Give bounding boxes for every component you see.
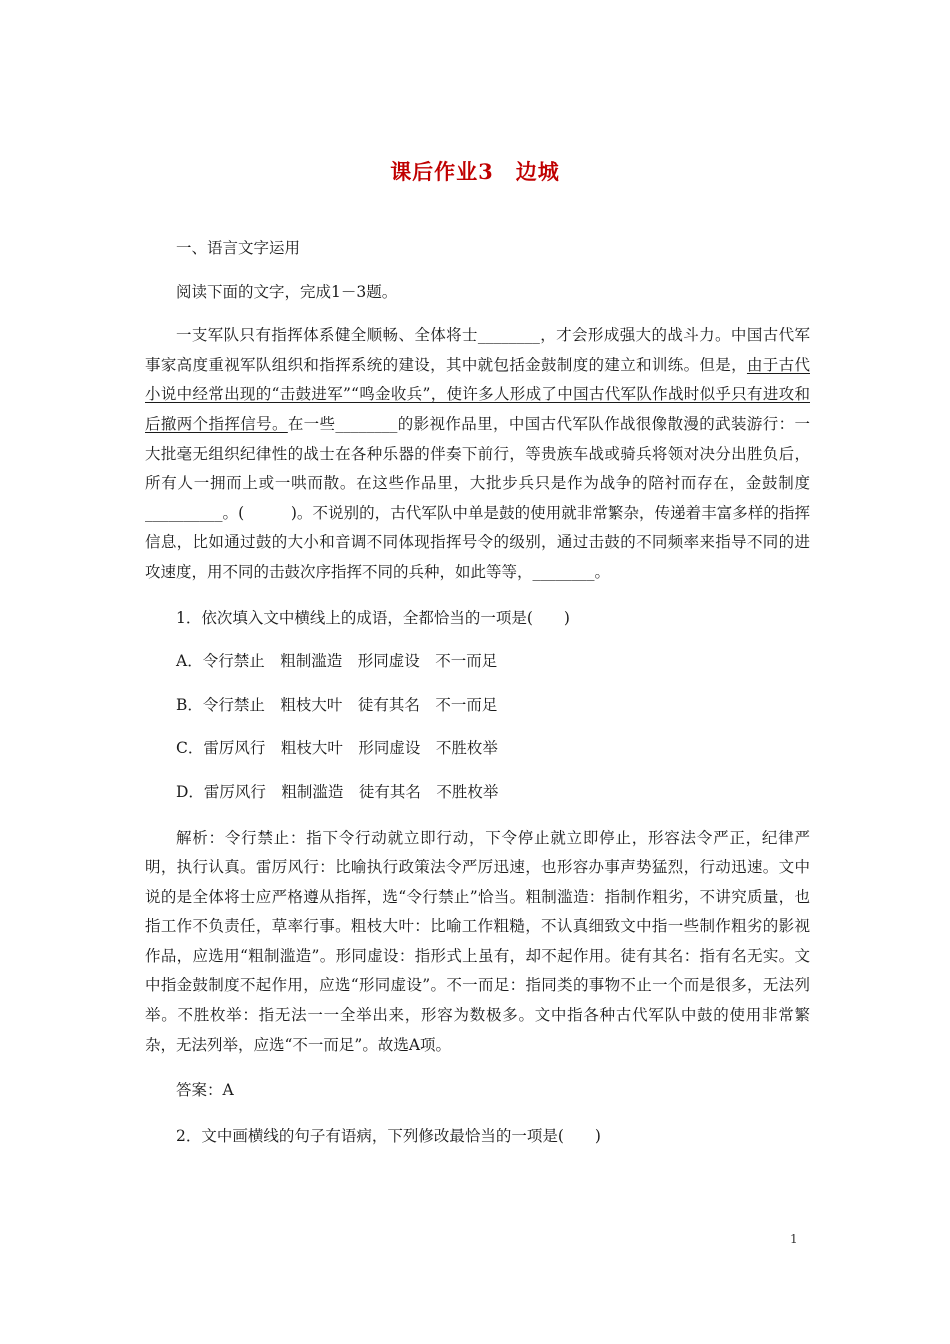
page-title: 课后作业3 边城 <box>390 159 560 184</box>
question-1-answer: 答案：A <box>176 1081 234 1100</box>
passage-text-2: 在一些________的影视作品里，中国古代军队作战很像散漫的武装游行：一大批毫无组织纪律性的战士在各种乐器的伴奏下前行，等贵族车战或骑兵将领对决分出胜负后，所有人一拥而上或一哄而散。在这些作品里，大批步兵只是作为战争的陪衬而存在，金鼓制度__________。( )。不说别的，古代军队中单是鼓的使用就非常繁杂，传递着丰富多样的指挥信息，比如通过鼓的大小和音调不同体现指挥号令的级别，通过击鼓的不同频率来指导不同的进攻速度，用不同的击鼓次序指挥不同的兵种，如此等等，________。 <box>145 414 810 581</box>
passage-text-1: 一支军队只有指挥体系健全顺畅、全体将士________，才会形成强大的战斗力。中国古代军事家高度重视军队组织和指挥系统的建设，其中就包括金鼓制度的建立和训练。但是， <box>145 326 810 374</box>
option-c: C．雷厉风行 粗枝大叶 形同虚设 不胜枚举 <box>176 739 498 758</box>
question-1-analysis: 解析：令行禁止：指下令行动就立即行动，下令停止就立即停止，形容法令严正，纪律严明，执行认真。雷厉风行：比喻执行政策法令严厉迅速，也形容办事声势猛烈，行动迅速。文中说的是全体将士应严格遵从指挥，选“令行禁止”恰当。粗制滥造：指制作粗劣，不讲究质量，也指工作不负责任，草率行事。粗枝大叶：比喻工作粗糙，不认真细致文中指一些制作粗劣的影视作品，应选用“粗制滥造”。形同虚设：指形式上虽有，却不起作用。徒有其名：指有名无实。文中指金鼓制度不起作用，应选“形同虚设”。不一而足：指同类的事物不止一个而是很多，无法列举。不胜枚举：指无法一一全举出来，形容为数极多。文中指各种古代军队中鼓的使用非常繁杂，无法列举，应选“不一而足”。故选A项。 <box>145 828 810 1054</box>
reading-instruction: 阅读下面的文字，完成1－3题。 <box>176 282 398 301</box>
section-heading: 一、语言文字运用 <box>176 239 301 257</box>
option-d: D．雷厉风行 粗制滥造 徒有其名 不胜枚举 <box>176 782 499 801</box>
underlined-sentence: 由于古代小说中经常出现的“击鼓进军”“鸣金收兵”，使许多人形成了中国古代军队作战时似乎只有进攻和后撤两个指挥信号。 <box>145 355 810 433</box>
option-b: B．令行禁止 粗枝大叶 徒有其名 不一而足 <box>176 695 498 714</box>
option-a: A．令行禁止 粗制滥造 形同虚设 不一而足 <box>176 652 498 671</box>
document-body <box>145 234 810 1151</box>
page-number: 1 <box>790 1232 798 1246</box>
question-2-stem: 2．文中画横线的句子有语病，下列修改最恰当的一项是( ) <box>176 1126 601 1145</box>
question-1-stem: 1．依次填入文中横线上的成语，全都恰当的一项是( ) <box>176 608 570 627</box>
reading-passage <box>145 321 810 587</box>
